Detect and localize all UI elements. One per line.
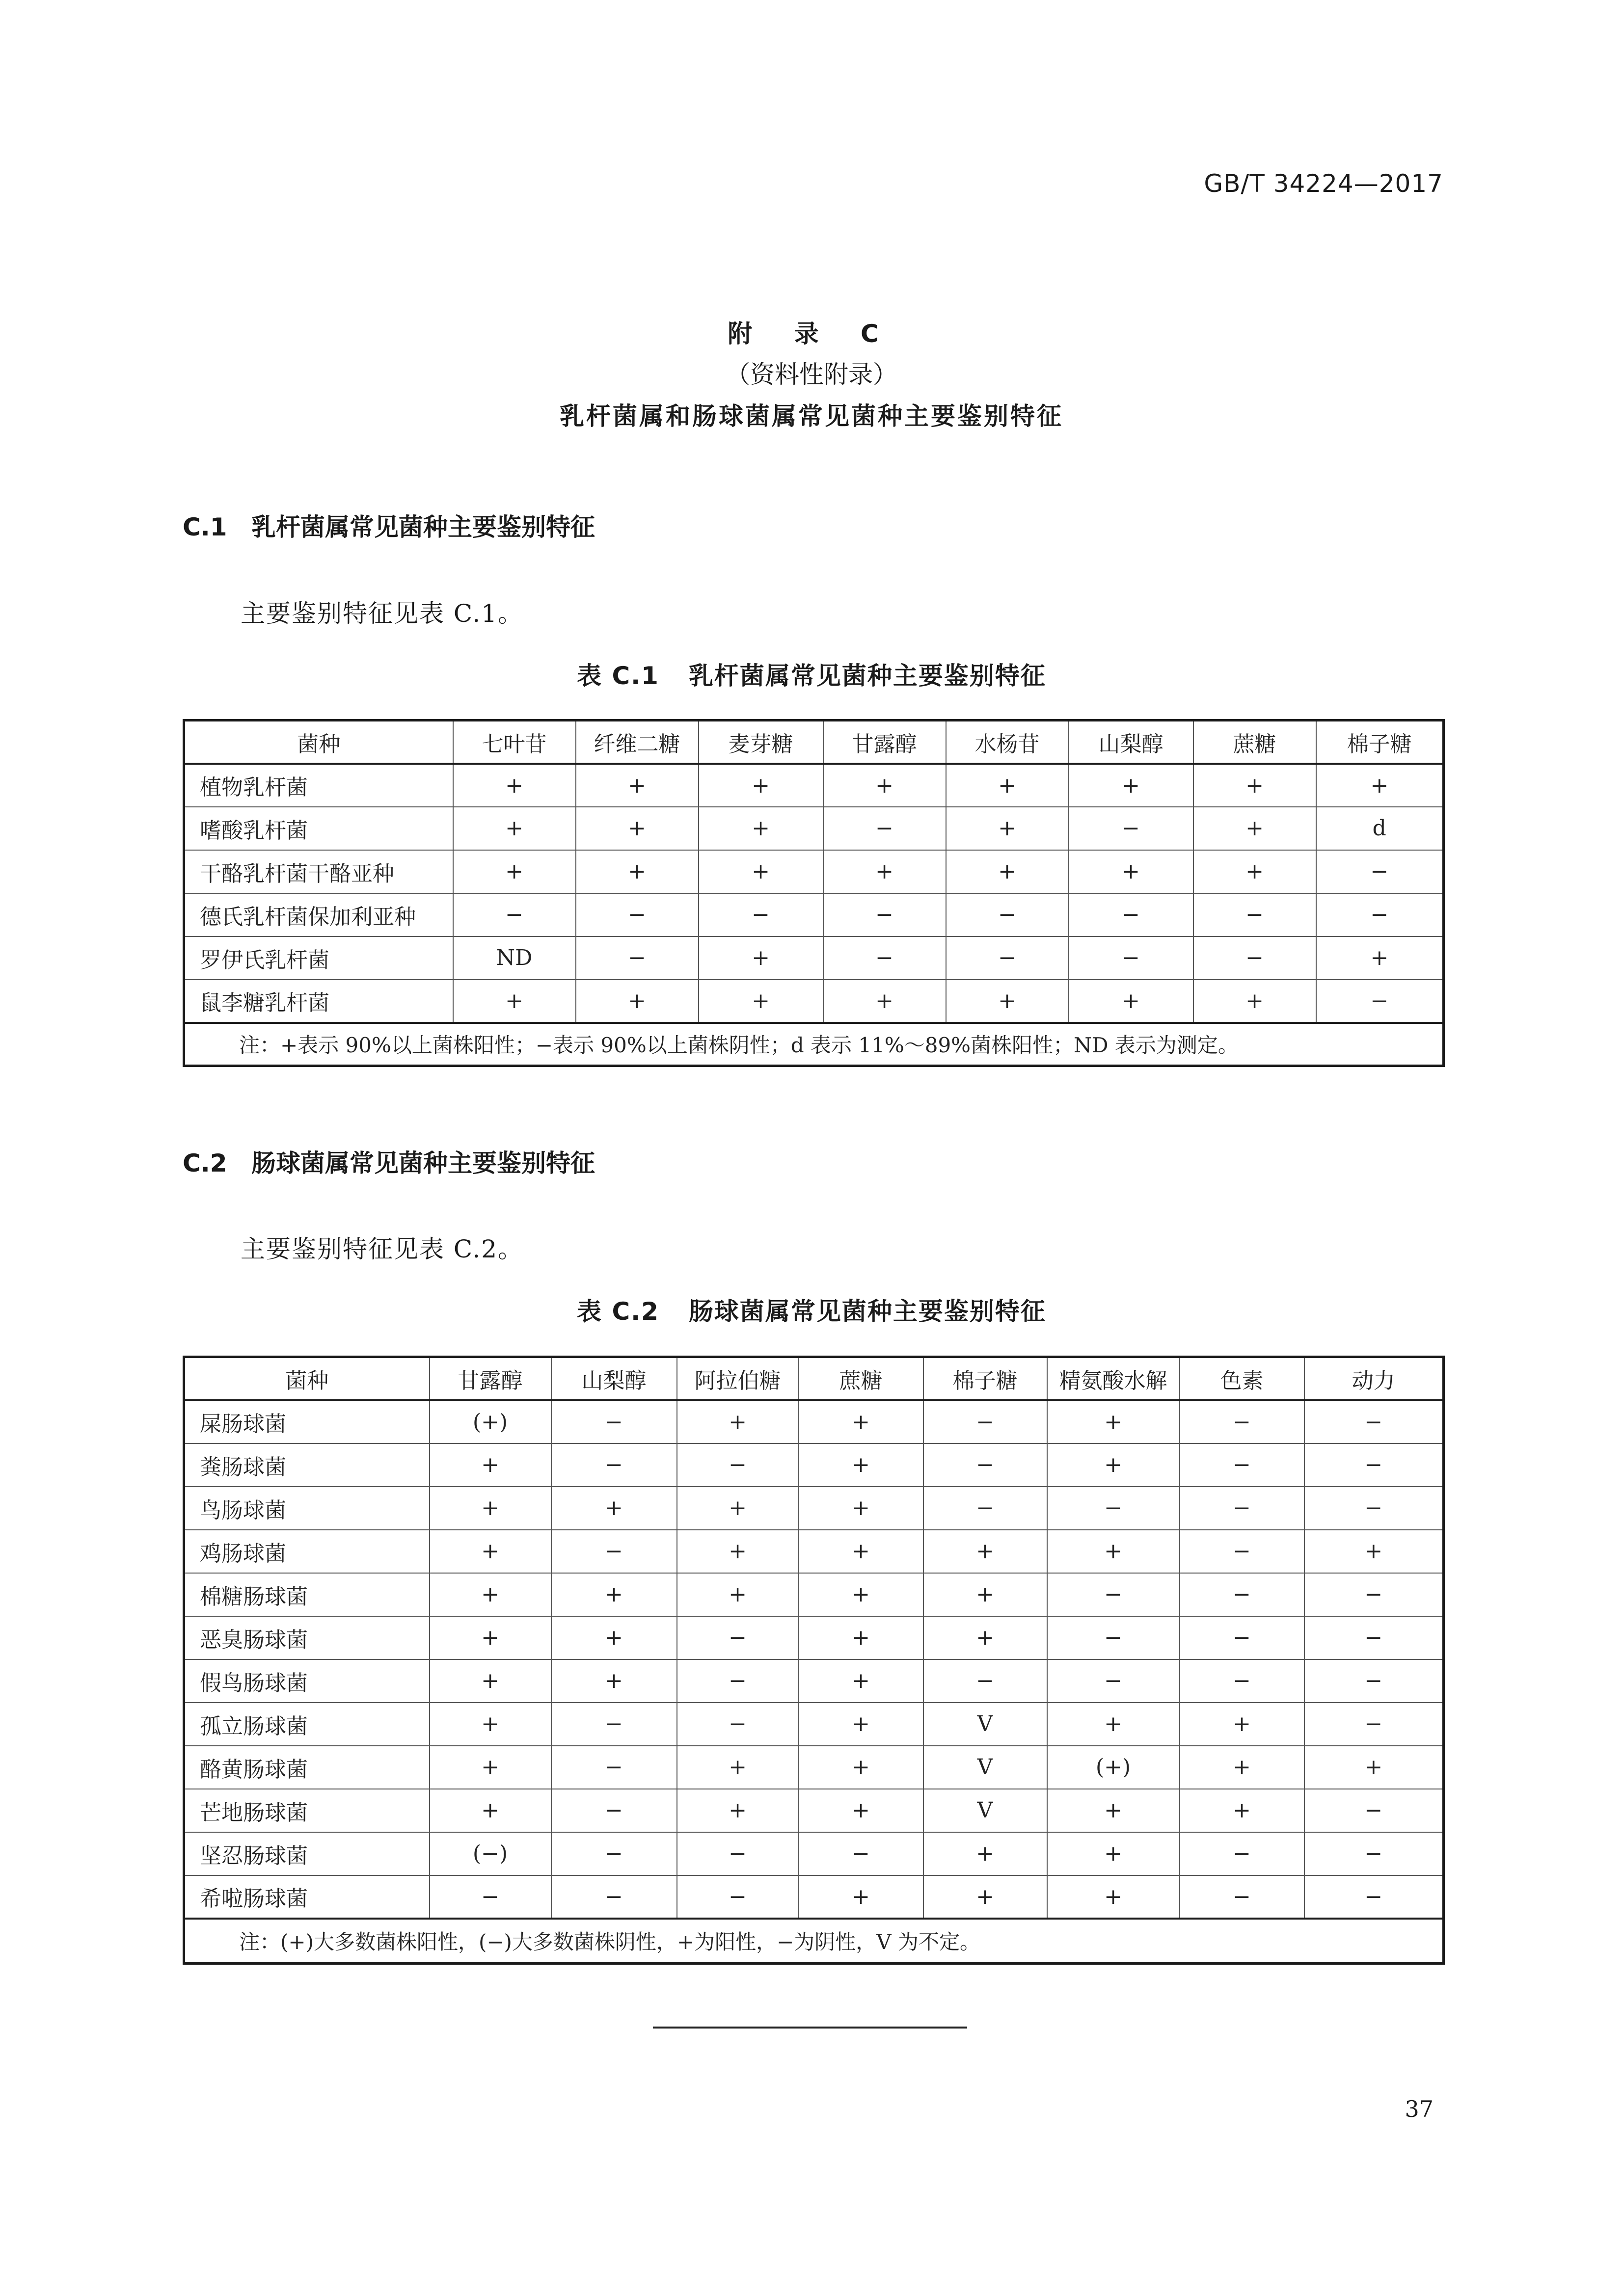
species-name: 干酪乳杆菌干酪亚种 xyxy=(184,850,453,893)
species-name: 粪肠球菌 xyxy=(184,1443,430,1487)
table-cell: V xyxy=(923,1789,1047,1832)
table-cell: − xyxy=(1069,893,1193,936)
table-cell: + xyxy=(1047,1703,1180,1746)
table-cell: + xyxy=(576,980,699,1023)
table-cell: + xyxy=(430,1746,551,1789)
table-cell: + xyxy=(1316,764,1444,807)
species-name: 嗜酸乳杆菌 xyxy=(184,807,453,850)
table-row xyxy=(184,1703,1444,1746)
table-cell: + xyxy=(551,1659,677,1703)
table-cell: V xyxy=(923,1703,1047,1746)
column-header: 山梨醇 xyxy=(1069,721,1193,764)
table-row xyxy=(184,1400,1444,1443)
table-cell: + xyxy=(576,764,699,807)
table-cell: − xyxy=(946,893,1069,936)
table-cell: + xyxy=(799,1746,923,1789)
column-header: 蔗糖 xyxy=(1193,721,1316,764)
table-cell: + xyxy=(946,850,1069,893)
table-row xyxy=(184,1616,1444,1659)
table-cell: + xyxy=(699,764,823,807)
table-cell: − xyxy=(551,1443,677,1487)
table-row xyxy=(184,850,1444,893)
table-cell: − xyxy=(1193,893,1316,936)
table-cell: − xyxy=(551,1746,677,1789)
table-label: 表 C.1 xyxy=(577,662,659,690)
table-row xyxy=(184,1789,1444,1832)
table-cell: − xyxy=(1304,1832,1444,1875)
column-header: 七叶苷 xyxy=(453,721,576,764)
table-c1 xyxy=(183,719,1445,1067)
table-cell: − xyxy=(923,1487,1047,1530)
table-title: 乳杆菌属常见菌种主要鉴别特征 xyxy=(688,662,1046,690)
species-name: 罗伊氏乳杆菌 xyxy=(184,936,453,980)
section-c1-heading xyxy=(183,507,595,543)
table-row xyxy=(184,1487,1444,1530)
table-cell: − xyxy=(923,1659,1047,1703)
appendix-title: 乳杆菌属和肠球菌属常见菌种主要鉴别特征 xyxy=(560,402,1063,430)
table-cell: + xyxy=(823,850,946,893)
table-row xyxy=(184,1875,1444,1919)
table-cell: − xyxy=(1180,1616,1304,1659)
table-row xyxy=(184,1443,1444,1487)
table-cell: − xyxy=(1180,1400,1304,1443)
column-header: 甘露醇 xyxy=(430,1357,551,1400)
table-cell: d xyxy=(1316,807,1444,850)
end-rule xyxy=(653,2027,967,2029)
table-cell: − xyxy=(1304,1573,1444,1616)
table-cell: + xyxy=(923,1616,1047,1659)
table-cell: − xyxy=(1047,1616,1180,1659)
table-cell: + xyxy=(551,1573,677,1616)
table-cell: − xyxy=(1069,807,1193,850)
table-cell: + xyxy=(1047,1832,1180,1875)
table-cell: + xyxy=(1047,1875,1180,1919)
table-cell: − xyxy=(551,1703,677,1746)
table-cell: + xyxy=(1304,1746,1444,1789)
table-cell: − xyxy=(1304,1443,1444,1487)
table-cell: − xyxy=(1180,1443,1304,1487)
table-row xyxy=(184,1832,1444,1875)
table-cell: + xyxy=(453,807,576,850)
table-cell: − xyxy=(1304,1487,1444,1530)
table-cell: − xyxy=(677,1659,799,1703)
table-cell: − xyxy=(430,1875,551,1919)
table-cell: − xyxy=(551,1875,677,1919)
table-cell: + xyxy=(551,1616,677,1659)
table-row xyxy=(184,893,1444,936)
table-cell: − xyxy=(551,1832,677,1875)
table-row xyxy=(184,980,1444,1023)
table-cell: + xyxy=(453,850,576,893)
table-cell: + xyxy=(923,1573,1047,1616)
table-header-row xyxy=(184,721,1444,764)
table-cell: + xyxy=(677,1789,799,1832)
table-cell: + xyxy=(1180,1703,1304,1746)
table-cell: + xyxy=(699,936,823,980)
table-cell: + xyxy=(430,1789,551,1832)
table-cell: − xyxy=(551,1530,677,1573)
table-row xyxy=(184,1530,1444,1573)
table-cell: + xyxy=(430,1573,551,1616)
table-cell: − xyxy=(1193,936,1316,980)
species-name: 酪黄肠球菌 xyxy=(184,1746,430,1789)
table-cell: + xyxy=(430,1659,551,1703)
table-cell: − xyxy=(1180,1573,1304,1616)
table-cell: + xyxy=(799,1443,923,1487)
species-name: 孤立肠球菌 xyxy=(184,1703,430,1746)
table-row xyxy=(184,1573,1444,1616)
species-name: 棉糖肠球菌 xyxy=(184,1573,430,1616)
table-cell: + xyxy=(1047,1400,1180,1443)
column-header: 菌种 xyxy=(184,721,453,764)
table-cell: − xyxy=(1180,1530,1304,1573)
table-cell: (−) xyxy=(430,1832,551,1875)
table-row xyxy=(184,807,1444,850)
table-c2 xyxy=(183,1356,1445,1965)
table-title: 肠球菌属常见菌种主要鉴别特征 xyxy=(688,1297,1046,1326)
table-cell: + xyxy=(699,807,823,850)
table-cell: − xyxy=(823,893,946,936)
column-header: 动力 xyxy=(1304,1357,1444,1400)
table-note-row xyxy=(184,1023,1444,1066)
table-c2-caption xyxy=(0,1292,1623,1327)
table-cell: + xyxy=(923,1832,1047,1875)
table-cell: + xyxy=(430,1530,551,1573)
table-cell: − xyxy=(1180,1832,1304,1875)
table-row xyxy=(184,1659,1444,1703)
table-cell: − xyxy=(1304,1875,1444,1919)
document-number: GB/T 34224—2017 xyxy=(1204,169,1443,198)
table-cell: + xyxy=(453,764,576,807)
table-cell: + xyxy=(699,850,823,893)
appendix-type: （资料性附录） xyxy=(726,360,897,389)
table-cell: + xyxy=(677,1487,799,1530)
table-cell: + xyxy=(799,1875,923,1919)
table-cell: + xyxy=(1180,1746,1304,1789)
table-cell: − xyxy=(823,807,946,850)
table-cell: + xyxy=(923,1875,1047,1919)
table-cell: + xyxy=(1069,850,1193,893)
table-cell: − xyxy=(946,936,1069,980)
column-header: 精氨酸水解 xyxy=(1047,1357,1180,1400)
table-cell: + xyxy=(576,807,699,850)
table-cell: − xyxy=(923,1443,1047,1487)
table-cell: + xyxy=(430,1443,551,1487)
table-cell: + xyxy=(1193,807,1316,850)
table-cell: + xyxy=(677,1400,799,1443)
table-cell: + xyxy=(430,1487,551,1530)
table-cell: + xyxy=(799,1789,923,1832)
table-cell: + xyxy=(1180,1789,1304,1832)
table-cell: + xyxy=(946,980,1069,1023)
table-cell: V xyxy=(923,1746,1047,1789)
table-cell: − xyxy=(551,1400,677,1443)
table-cell: + xyxy=(1047,1789,1180,1832)
table-cell: (+) xyxy=(1047,1746,1180,1789)
table-cell: + xyxy=(677,1746,799,1789)
table-cell: − xyxy=(1316,850,1444,893)
table-cell: − xyxy=(1180,1487,1304,1530)
section-number: C.1 xyxy=(183,513,227,541)
species-name: 鸡肠球菌 xyxy=(184,1530,430,1573)
species-name: 假鸟肠球菌 xyxy=(184,1659,430,1703)
species-name: 恶臭肠球菌 xyxy=(184,1616,430,1659)
table-cell: ND xyxy=(453,936,576,980)
table-cell: − xyxy=(923,1400,1047,1443)
species-name: 屎肠球菌 xyxy=(184,1400,430,1443)
table-cell: − xyxy=(551,1789,677,1832)
table-cell: − xyxy=(1304,1616,1444,1659)
table-cell: − xyxy=(699,893,823,936)
table-cell: + xyxy=(1047,1443,1180,1487)
table-cell: + xyxy=(551,1487,677,1530)
table-label: 表 C.2 xyxy=(577,1297,659,1326)
table-cell: − xyxy=(1304,1400,1444,1443)
table-cell: − xyxy=(1047,1487,1180,1530)
table-cell: + xyxy=(1193,764,1316,807)
column-header: 纤维二糖 xyxy=(576,721,699,764)
table-note-row xyxy=(184,1919,1444,1964)
column-header: 阿拉伯糖 xyxy=(677,1357,799,1400)
table-cell: − xyxy=(1304,1659,1444,1703)
table-cell: (+) xyxy=(430,1400,551,1443)
section-c2-intro: 主要鉴别特征见表 C.2。 xyxy=(241,1235,524,1263)
species-name: 植物乳杆菌 xyxy=(184,764,453,807)
table-cell: − xyxy=(677,1875,799,1919)
table-cell: + xyxy=(946,807,1069,850)
column-header: 甘露醇 xyxy=(823,721,946,764)
column-header: 麦芽糖 xyxy=(699,721,823,764)
table-c1-caption xyxy=(0,656,1623,692)
species-name: 坚忍肠球菌 xyxy=(184,1832,430,1875)
species-name: 鸟肠球菌 xyxy=(184,1487,430,1530)
table-cell: − xyxy=(453,893,576,936)
species-name: 希啦肠球菌 xyxy=(184,1875,430,1919)
table-cell: − xyxy=(677,1616,799,1659)
section-c1-intro: 主要鉴别特征见表 C.1。 xyxy=(241,599,524,628)
appendix-label: 附 录 C xyxy=(728,320,895,348)
table-cell: + xyxy=(799,1487,923,1530)
table-cell: + xyxy=(799,1530,923,1573)
table-cell: − xyxy=(677,1443,799,1487)
table-cell: + xyxy=(799,1616,923,1659)
section-number: C.2 xyxy=(183,1149,227,1177)
table-cell: + xyxy=(799,1400,923,1443)
table-cell: − xyxy=(677,1832,799,1875)
table-cell: − xyxy=(1316,893,1444,936)
column-header: 棉子糖 xyxy=(1316,721,1444,764)
column-header: 水杨苷 xyxy=(946,721,1069,764)
table-cell: + xyxy=(1304,1530,1444,1573)
section-c2-heading xyxy=(183,1144,595,1179)
table-cell: + xyxy=(823,980,946,1023)
table-cell: + xyxy=(1316,936,1444,980)
table-cell: + xyxy=(823,764,946,807)
table-cell: + xyxy=(1069,764,1193,807)
table-cell: − xyxy=(576,893,699,936)
table-cell: + xyxy=(799,1703,923,1746)
table-cell: − xyxy=(1047,1573,1180,1616)
table-cell: + xyxy=(699,980,823,1023)
table-cell: − xyxy=(1047,1659,1180,1703)
column-header: 蔗糖 xyxy=(799,1357,923,1400)
table-cell: + xyxy=(576,850,699,893)
table-cell: + xyxy=(430,1616,551,1659)
table-row xyxy=(184,764,1444,807)
table-cell: + xyxy=(430,1703,551,1746)
table-cell: + xyxy=(1069,980,1193,1023)
table-cell: + xyxy=(1193,850,1316,893)
table-cell: + xyxy=(677,1530,799,1573)
table-row xyxy=(184,1746,1444,1789)
table-row xyxy=(184,936,1444,980)
table-cell: + xyxy=(799,1573,923,1616)
table-cell: − xyxy=(1180,1659,1304,1703)
species-name: 德氏乳杆菌保加利亚种 xyxy=(184,893,453,936)
table-cell: − xyxy=(799,1832,923,1875)
table-cell: − xyxy=(1316,980,1444,1023)
table-cell: − xyxy=(576,936,699,980)
table-cell: + xyxy=(453,980,576,1023)
table-cell: − xyxy=(1180,1875,1304,1919)
table-cell: + xyxy=(1193,980,1316,1023)
species-name: 芒地肠球菌 xyxy=(184,1789,430,1832)
column-header: 色素 xyxy=(1180,1357,1304,1400)
table-header-row xyxy=(184,1357,1444,1400)
table-note: 注：+表示 90%以上菌株阳性；−表示 90%以上菌株阴性；d 表示 11%～89%菌株阳性；ND 表示为测定。 xyxy=(184,1023,1444,1066)
column-header: 山梨醇 xyxy=(551,1357,677,1400)
table-note: 注：(+)大多数菌株阳性，(−)大多数菌株阴性，+为阳性，−为阴性，V 为不定。 xyxy=(184,1919,1444,1964)
table-cell: − xyxy=(823,936,946,980)
column-header: 菌种 xyxy=(184,1357,430,1400)
table-cell: − xyxy=(1304,1789,1444,1832)
table-cell: − xyxy=(1069,936,1193,980)
table-cell: − xyxy=(677,1703,799,1746)
table-cell: + xyxy=(799,1659,923,1703)
page-number: 37 xyxy=(1405,2096,1434,2122)
table-cell: + xyxy=(946,764,1069,807)
table-cell: + xyxy=(923,1530,1047,1573)
column-header: 棉子糖 xyxy=(923,1357,1047,1400)
table-cell: + xyxy=(1047,1530,1180,1573)
section-title: 肠球菌属常见菌种主要鉴别特征 xyxy=(251,1149,595,1177)
table-cell: − xyxy=(1304,1703,1444,1746)
section-title: 乳杆菌属常见菌种主要鉴别特征 xyxy=(251,513,595,541)
table-cell: + xyxy=(677,1573,799,1616)
species-name: 鼠李糖乳杆菌 xyxy=(184,980,453,1023)
